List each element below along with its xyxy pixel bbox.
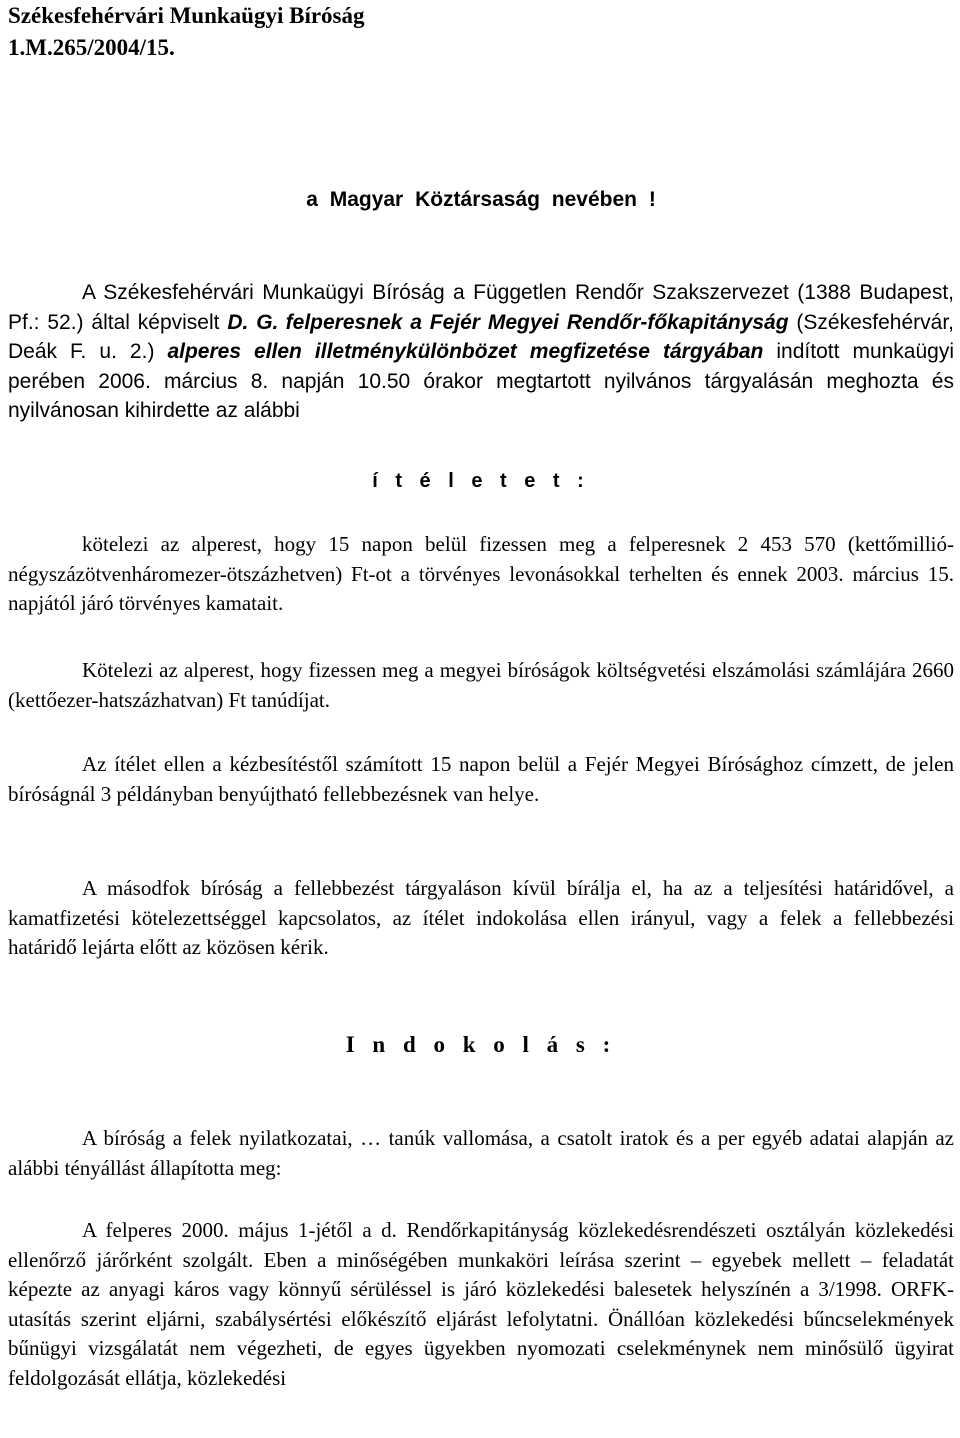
verdict-paragraph-4: A másodfok bíróság a fellebbezést tárgyaláson kívül bírálja el, ha az a teljesítési határidővel, a kamatfizetési kötelezettséggel kapcsolatos, az ítélet indokolása ellen irányul, vagy a felek a fellebbezési határidő lejárta előtt az közösen kérik. (8, 876, 954, 959)
document-page (8, 0, 954, 1438)
verdict-paragraph-2: Kötelezi az alperest, hogy fizessen meg a megyei bíróságok költségvetési elszámolási számlájára 2660 (kettőezer-hatszázhatvan) Ft tanúdíjat. (8, 658, 954, 712)
reasoning-paragraph-2: A felperes 2000. május 1-jétől a d. Rendőrkapitányság közlekedésrendészeti osztályán közlekedési ellenőrző járőrként szolgált. Eben a minőségében munkaköri leírása szerint – egyebek mellett – feladatát képezte az anyagi káros vagy könnyű sérüléssel is járó közlekedési balesetek helyszínén a 3/1998. ORFK-utasítás szerint eljárni, szabálysértési előkészítő eljárást lefolytatni. Önállóan közlekedési bűncselekmények bűnügyi vizsgálatát nem végezheti, de egyes ügyekben nyomozati cselekménynek nem minősülő ügyirat feldolgozását ellátja, közlekedési (8, 1218, 954, 1390)
verdict-heading: í t é l e t e t : (372, 470, 590, 492)
document-header (8, 0, 365, 64)
defendant-role: alperes ellen illetménykülönbözet megfizetése tárgyában (167, 340, 764, 363)
case-number: 1.M.265/2004/15. (8, 35, 175, 60)
plaintiff-name: D. G. (227, 310, 279, 334)
verdict-paragraph-1: kötelezi az alperest, hogy 15 napon belül fizessen meg a felperesnek 2 453 570 (kettőmillió-négyszázötvenháromezer-ötszázhetven) Ft-ot a törvényes levonásokkal terhelten és ennek 2003. március 15. napjától járó törvényes kamatait. (8, 532, 954, 615)
intro-paragraph: A Székesfehérvári Munkaügyi Bíróság a Független Rendőr Szakszervezet (1388 Budapest, Pf.: 52.) által képviselt D. G. felperesnek a Fejér Megyei Rendőr-főkapitányság (Székesfehérvár, Deák F. u. 2.) alperes ellen illetménykülönbözet megfizetése tárgyában indított munkaügyi perében 2006. március 8. napján 10.50 órakor megtartott nyilvános tárgyalásán meghozta és nyilvánosan kihirdette az alábbi (8, 281, 954, 422)
plaintiff-role: felperesnek a Fejér Megyei Rendőr-főkapitányság (285, 310, 789, 334)
reasoning-paragraph-1: A bíróság a felek nyilatkozatai, … tanúk vallomása, a csatolt iratok és a per egyéb adatai alapján az alábbi tényállást állapította meg: (8, 1126, 954, 1180)
reasoning-heading: I n d o k o l á s : (345, 1032, 617, 1057)
verdict-paragraph-3: Az ítélet ellen a kézbesítéstől számított 15 napon belül a Fejér Megyei Bírósághoz címzett, de jelen bíróságnál 3 példányban benyújtható fellebbezésnek van helye. (8, 752, 954, 806)
judgment-title: a Magyar Köztársaság nevében ! (306, 188, 656, 211)
court-name: Székesfehérvári Munkaügyi Bíróság (8, 3, 365, 28)
